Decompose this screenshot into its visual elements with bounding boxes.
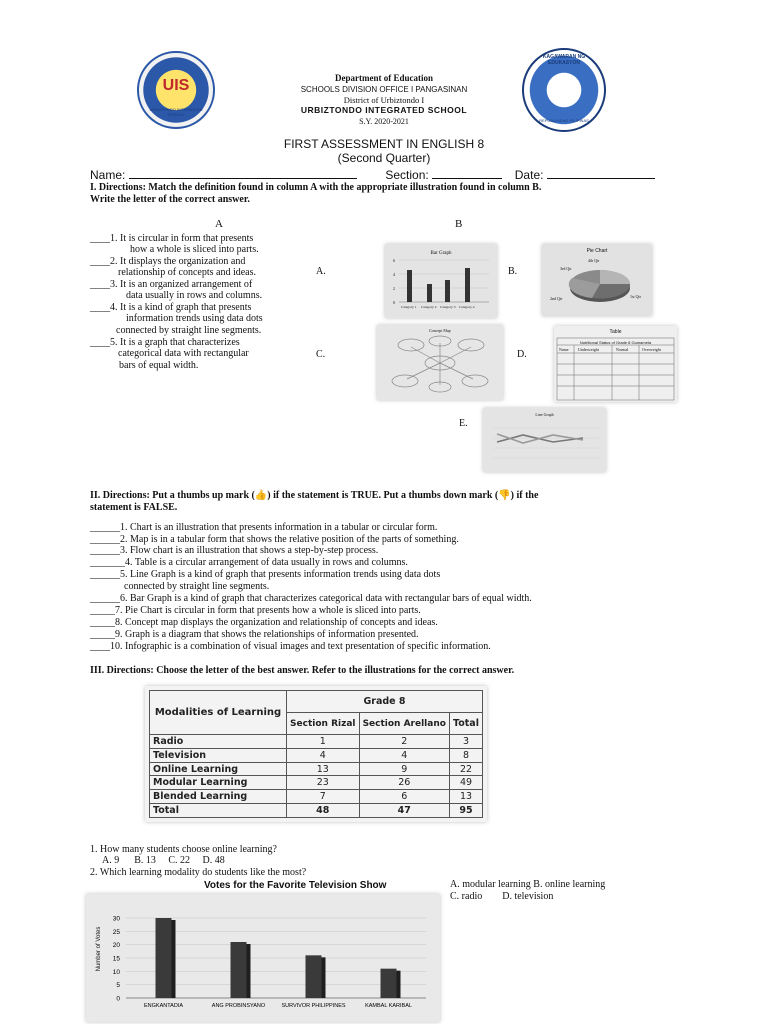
table-cell: 9 [359, 762, 449, 776]
table-cell: 6 [359, 790, 449, 804]
table-illustration-grid [554, 326, 677, 402]
y-tick-label: 25 [112, 928, 120, 936]
match-item: relationship of concepts and ideas. [118, 267, 257, 278]
part1-directions-2: Write the letter of the correct answer. [90, 194, 250, 205]
x-category-label: ANG PROBINSYANO [211, 1003, 266, 1009]
match-item: categorical data with rectangular [118, 348, 249, 359]
match-item: connected by straight line segments. [116, 325, 262, 336]
pie-label: 1st Qtr [630, 294, 641, 299]
table-row [150, 748, 483, 762]
true-false-item: ______6. Bar Graph is a kind of graph that characterizes categorical data with rectangular bars of equal width. [90, 593, 532, 604]
match-item: data usually in rows and columns. [126, 290, 263, 301]
table-cell: 23 [287, 776, 360, 790]
letter-d: D. [517, 349, 527, 360]
date-label: Date: [514, 168, 544, 182]
true-false-item: _____7. Pie Chart is circular in form that presents how a whole is sliced into parts. [90, 605, 421, 616]
column-a-heading: A [215, 218, 223, 230]
y-tick-label: 5 [116, 982, 120, 990]
school-seal-mark: UIS [162, 77, 190, 94]
name-label: Name: [90, 168, 126, 182]
question-1: 1. How many students choose online learning? [90, 844, 277, 855]
deped-seal-text: KAGAWARAN NG EDUKASYON [542, 54, 586, 66]
pie-label: 4th Qtr [588, 258, 600, 263]
table-cell: 13 [287, 762, 360, 776]
table-cell: Online Learning [150, 762, 287, 776]
bar-graph-cat: Category 2 [421, 305, 437, 309]
concept-map-title: Concept Map [429, 328, 451, 333]
col-section-arellano: Section Arellano [359, 713, 449, 735]
bar [156, 918, 172, 998]
bar [306, 955, 322, 998]
y-tick-label: 10 [112, 968, 120, 976]
division-heading: SCHOOLS DIVISION OFFICE I PANGASINAN [300, 85, 468, 94]
match-item: how a whole is sliced into parts. [130, 244, 259, 255]
bar-side [172, 920, 176, 998]
bar-side [247, 944, 251, 998]
date-field[interactable] [547, 178, 655, 179]
question-1-choices: A. 9 B. 13 C. 22 D. 48 [102, 855, 225, 866]
x-category-label: ENGKANTADIA [143, 1003, 184, 1009]
line-graph-illustration [483, 408, 606, 472]
table-cell: 4 [287, 748, 360, 762]
bar-graph-cat: Category 3 [440, 305, 456, 309]
true-false-item: ______2. Map is in a tabular form that shows the relative position of the parts of something. [90, 534, 459, 545]
assessment-subtitle: (Second Quarter) [337, 151, 431, 165]
line-graph-title: Line Graph [535, 412, 554, 417]
section-field[interactable] [432, 178, 502, 179]
school-heading: URBIZTONDO INTEGRATED SCHOOL [300, 105, 468, 115]
table-cell: 49 [449, 776, 482, 790]
deped-seal-sub: REPUBLIKA NG PILIPINAS [539, 118, 589, 123]
true-false-item: _______4. Table is a circular arrangement of data usually in rows and columns. [90, 557, 408, 568]
pie-label: 3rd Qtr [560, 266, 572, 271]
table-illustration-header: Underweight [578, 347, 599, 352]
bar-graph-illustration [385, 244, 497, 318]
school-year: S.Y. 2020-2021 [359, 117, 409, 126]
part1-directions: I. Directions: Match the definition found in column A with the appropriate illustration found in column B. [90, 182, 542, 193]
true-false-item: ____10. Infographic is a combination of visual images and text presentation of specific information. [90, 641, 491, 652]
tv-chart-title: Votes for the Favorite Television Show [204, 880, 387, 891]
table-row [150, 790, 483, 804]
column-b-heading: B [455, 218, 463, 230]
true-false-item: connected by straight line segments. [124, 581, 270, 592]
bar [381, 969, 397, 998]
true-false-item: _____9. Graph is a diagram that shows the relationships of information presented. [90, 629, 419, 640]
modalities-table [149, 690, 483, 818]
true-false-item: ______1. Chart is an illustration that presents information in a tabular or circular form. [90, 522, 438, 533]
letter-e: E. [459, 418, 468, 429]
table-illustration-title: Table [609, 329, 622, 335]
true-false-item: ______3. Flow chart is an illustration that shows a step-by-step process. [90, 545, 379, 556]
y-tick-label: 30 [112, 915, 120, 923]
y-tick-label: 0 [116, 995, 120, 1003]
match-item: information trends using data dots [126, 313, 263, 324]
table-cell: 26 [359, 776, 449, 790]
letter-a: A. [316, 266, 326, 277]
y-axis-label: Number of Votes [96, 926, 102, 972]
part2-directions-2: statement is FALSE. [90, 502, 178, 513]
bar-graph-tick: 0 [393, 300, 395, 305]
table-illustration-header: Name [559, 347, 569, 352]
table-illustration-header: Normal [616, 347, 629, 352]
y-tick-label: 20 [112, 942, 120, 950]
match-item: ____5. It is a graph that characterizes [90, 337, 240, 348]
concept-map-svg [377, 325, 503, 400]
section-label: Section: [385, 168, 429, 182]
modalities-header: Modalities of Learning [150, 691, 287, 735]
match-item: bars of equal width. [119, 360, 199, 371]
table-cell: 48 [287, 804, 360, 818]
table-cell: 8 [449, 748, 482, 762]
x-category-label: KAMBAL KARIBAL [365, 1003, 412, 1009]
part2-directions: II. Directions: Put a thumbs up mark (👍) if the statement is TRUE. Put a thumbs down mark (👎) if the [90, 490, 539, 501]
table-cell: 47 [359, 804, 449, 818]
table-cell: 95 [449, 804, 482, 818]
letter-b: B. [508, 266, 518, 277]
bar-graph-tick: 4 [393, 272, 395, 277]
pie-chart-title: Pie Chart [586, 248, 608, 254]
modalities-table-photo [145, 686, 487, 822]
table-cell: 22 [449, 762, 482, 776]
bar-side [322, 957, 326, 998]
assessment-title: FIRST ASSESSMENT IN ENGLISH 8 [283, 137, 485, 151]
bar [231, 942, 247, 998]
true-false-item: ______5. Line Graph is a kind of graph that presents information trends using data dots [90, 569, 441, 580]
school-seal-text: URBIZTONDO INTEGRATED SCHOOL [149, 107, 203, 117]
pie-chart-svg [542, 244, 652, 316]
bar-graph-tick: 6 [393, 258, 395, 263]
bar-graph-cat: Category 1 [401, 305, 417, 309]
table-row [150, 762, 483, 776]
match-item: ____1. It is circular in form that presents [90, 233, 254, 244]
letter-c: C. [316, 349, 326, 360]
department-heading: Department of Education [335, 73, 433, 83]
district-heading: District of Urbiztondo I [343, 95, 425, 105]
line-graph-svg [483, 408, 606, 472]
table-cell: 3 [449, 735, 482, 749]
bar-graph-title: Bar Graph [430, 251, 452, 256]
concept-map-illustration [377, 325, 503, 400]
table-illustration-caption: Nutritional Status of Grade 8 Gumamela [579, 340, 652, 345]
col-total: Total [449, 713, 482, 735]
table-cell: 1 [287, 735, 360, 749]
table-row [150, 776, 483, 790]
pie-label: 2nd Qtr [550, 296, 563, 301]
table-illustration [554, 326, 677, 402]
match-item: ____4. It is a kind of graph that presents [90, 302, 252, 313]
table-illustration-header: Overweight [642, 347, 661, 352]
true-false-item: _____8. Concept map displays the organization and relationship of concepts and ideas. [90, 617, 438, 628]
table-cell: Modular Learning [150, 776, 287, 790]
table-cell: 13 [449, 790, 482, 804]
bar-graph-cat: Category 4 [459, 305, 475, 309]
table-row [150, 735, 483, 749]
part3-directions: III. Directions: Choose the letter of the best answer. Refer to the illustrations for the correct answer. [90, 665, 515, 676]
tv-votes-chart [86, 894, 440, 1022]
bar-side [397, 971, 401, 998]
table-cell: Total [150, 804, 287, 818]
match-item: ____2. It displays the organization and [90, 256, 246, 267]
question-2-choices-2: C. radio D. television [450, 891, 554, 902]
table-cell: Television [150, 748, 287, 762]
table-cell: 2 [359, 735, 449, 749]
bar-graph-tick: 2 [393, 286, 395, 291]
table-cell: 4 [359, 748, 449, 762]
col-section-rizal: Section Rizal [287, 713, 360, 735]
table-cell: 7 [287, 790, 360, 804]
table-cell: Blended Learning [150, 790, 287, 804]
table-row [150, 804, 483, 818]
table-cell: Radio [150, 735, 287, 749]
question-2-choices: A. modular learning B. online learning [450, 879, 606, 890]
match-item: ____3. It is an organized arrangement of [90, 279, 253, 290]
student-fields [90, 168, 655, 182]
name-field[interactable] [129, 178, 357, 179]
grade-header: Grade 8 [287, 691, 483, 713]
x-category-label: SURVIVOR PHILIPPINES [281, 1003, 346, 1009]
y-tick-label: 15 [112, 955, 120, 963]
tv-chart-photo [86, 894, 440, 1022]
question-2: 2. Which learning modality do students like the most? [90, 867, 307, 878]
pie-chart-illustration [542, 244, 652, 316]
